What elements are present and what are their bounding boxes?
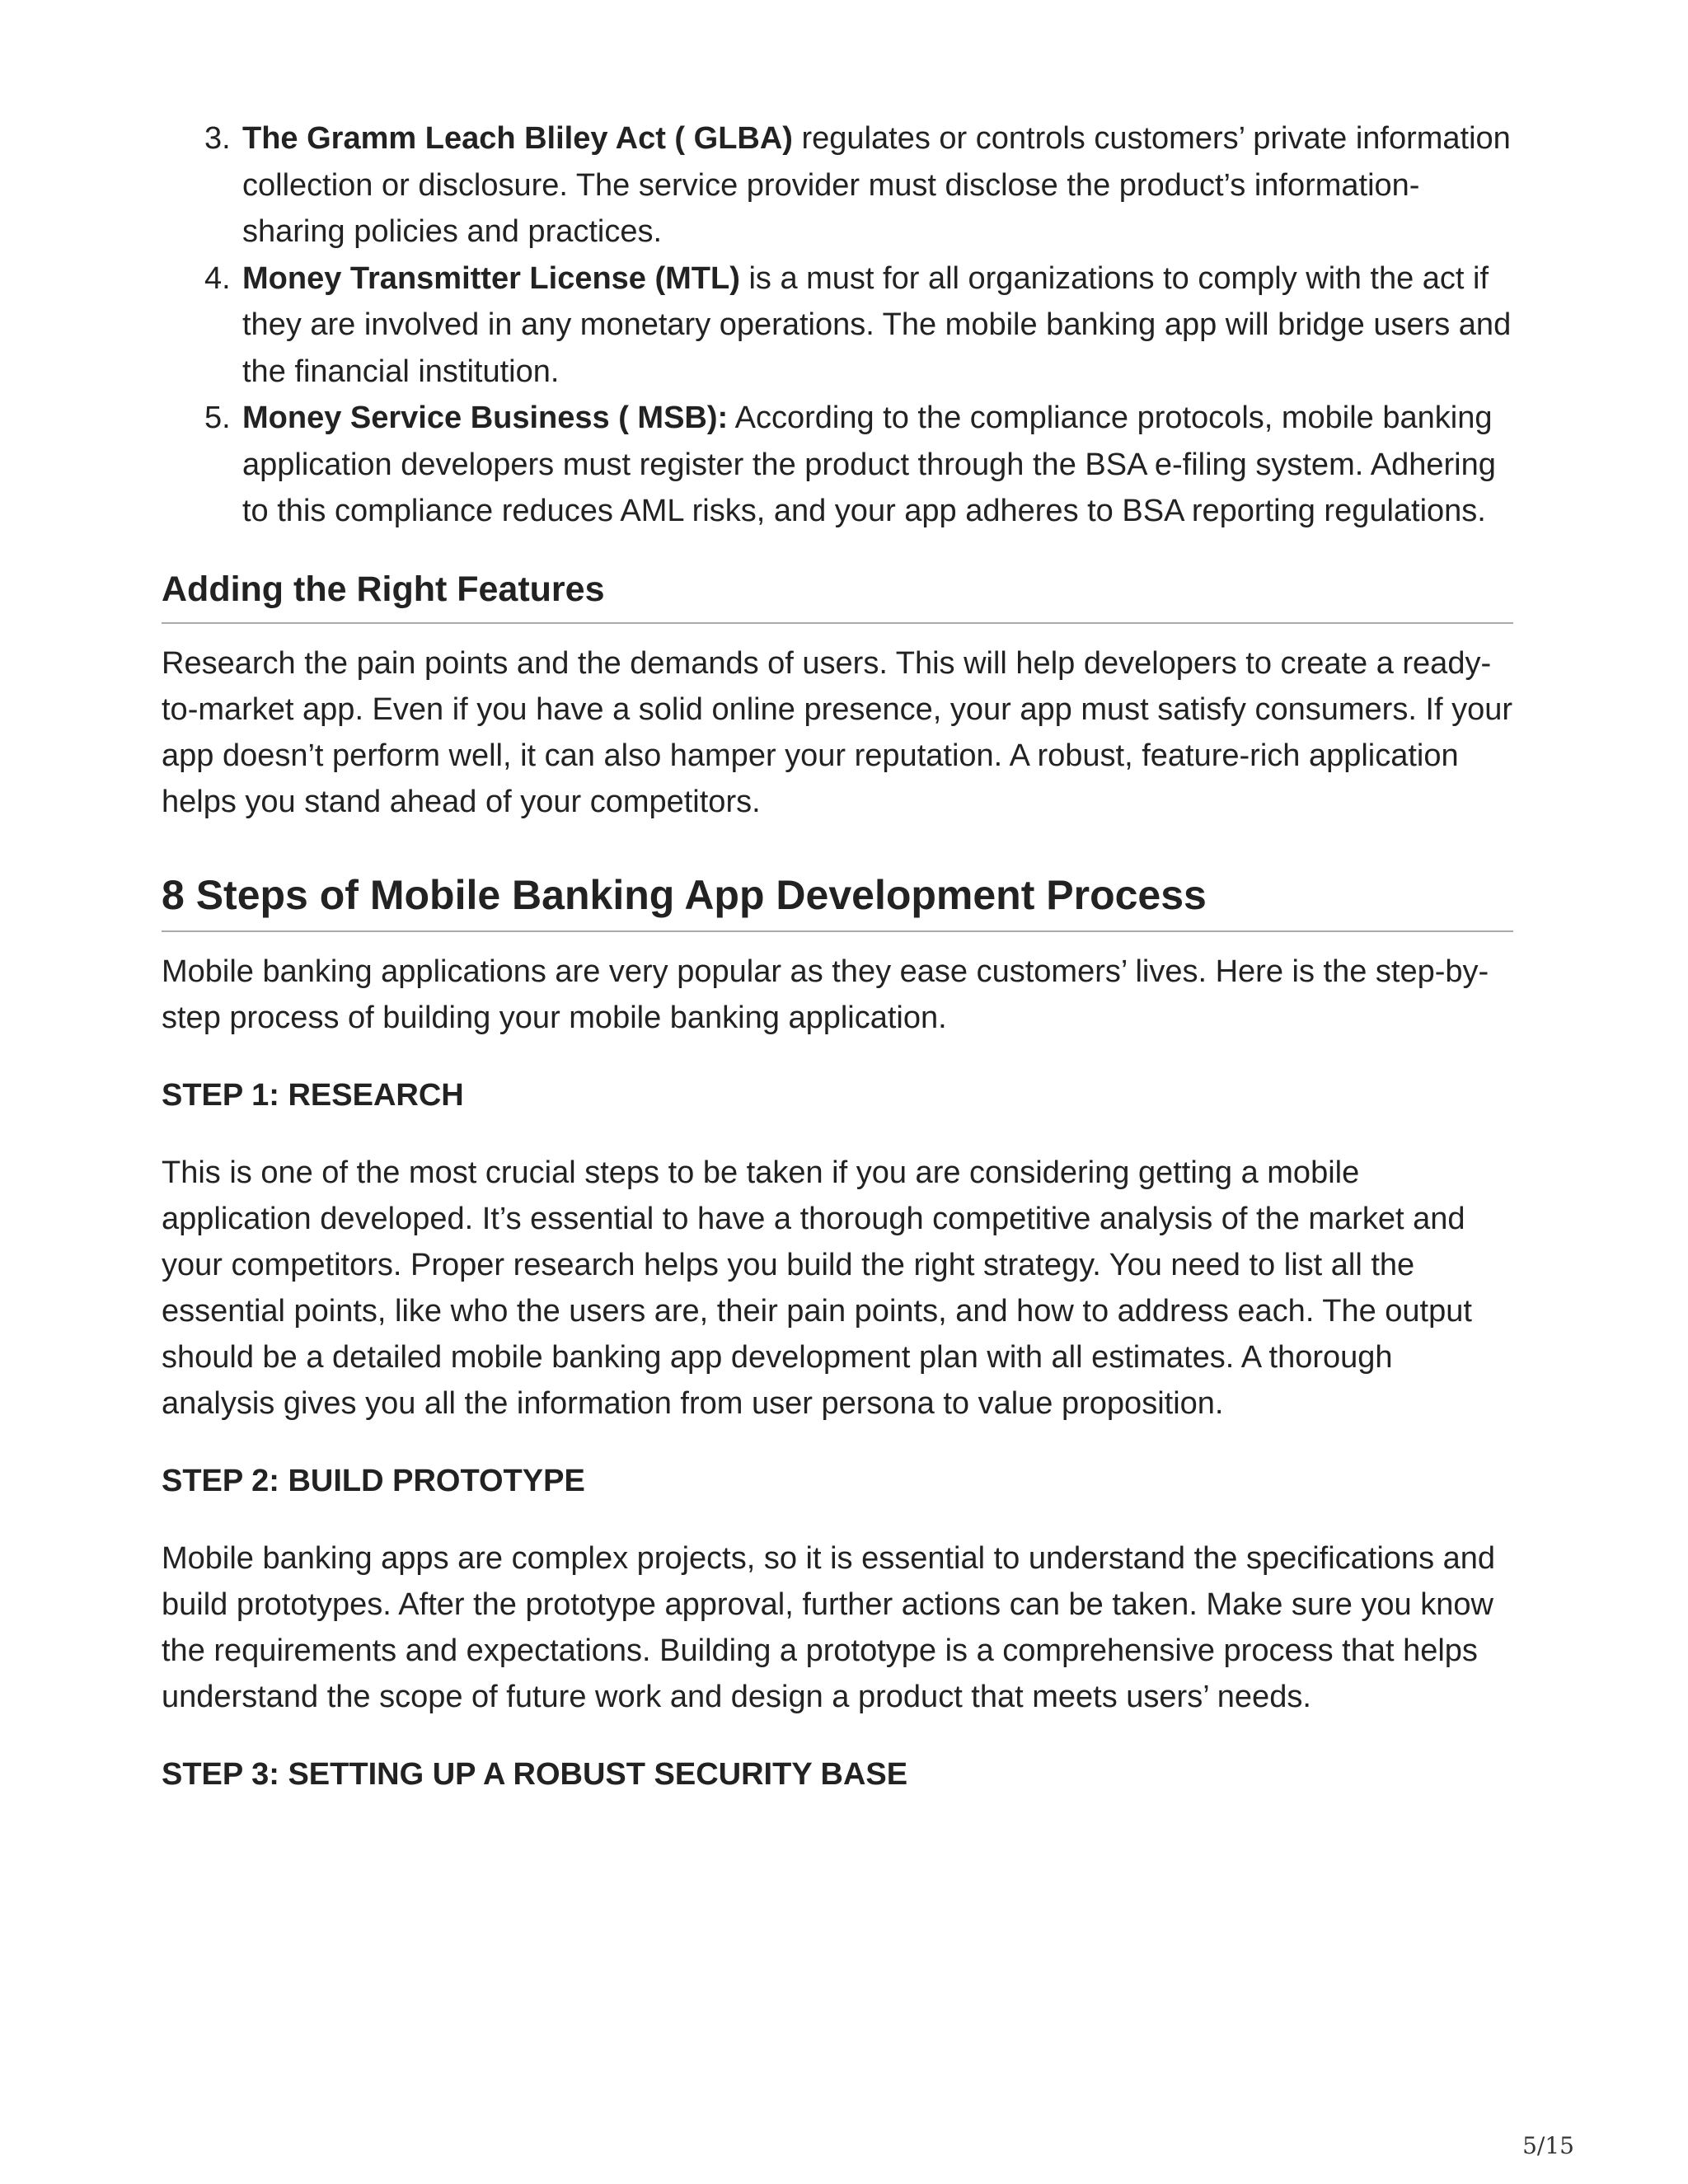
list-item-term: The Gramm Leach Bliley Act ( GLBA) bbox=[242, 121, 793, 156]
process-intro: Mobile banking applications are very popular as they ease customers’ lives. Here is the step-by-step process of building your mobile banking application. bbox=[162, 954, 1489, 1035]
list-item-text: regulates or controls customers’ private information collection or disclosure. The service provider must disclose the product’s information-sharing policies and practices. bbox=[242, 121, 1511, 249]
step-2-paragraph: Mobile banking apps are complex projects, so it is essential to understand the specifications and build prototypes. After the prototype approval, further actions can be taken. Make sure you know the requirements and expectations. Building a prototype is a comprehensive process that helps understand the scope of future work and design a product that meets users’ needs. bbox=[162, 1540, 1496, 1714]
list-item-text: is a must for all organizations to comply with the act if they are involved in any monetary operations. The mobile banking app will bridge users and the financial institution. bbox=[242, 260, 1512, 389]
features-paragraph: Research the pain points and the demands of users. This will help developers to create a ready-to-market app. Even if you have a solid online presence, your app must satisfy consumers. If your app doesn’t perform well, it can also hamper your reputation. A robust, feature-rich application helps you stand ahead of your competitors. bbox=[162, 645, 1513, 819]
features-divider bbox=[162, 622, 1513, 624]
features-heading: Adding the Right Features bbox=[162, 569, 605, 609]
list-item-term: Money Service Business ( MSB): bbox=[242, 401, 729, 435]
step-2-title: STEP 2: BUILD PROTOTYPE bbox=[162, 1463, 585, 1498]
step-1-title: STEP 1: RESEARCH bbox=[162, 1077, 464, 1113]
list-item-text: According to the compliance protocols, mobile banking application developers must register the product through the BSA e-filing system. Adhering to this compliance reduces AML risks, and your app adheres to BSA reporting regulations. bbox=[242, 401, 1496, 528]
list-item bbox=[162, 395, 1513, 535]
process-heading: 8 Steps of Mobile Banking App Development Process bbox=[162, 871, 1207, 918]
step-1-paragraph: This is one of the most crucial steps to be taken if you are considering getting a mobile application developed. It’s essential to have a thorough competitive analysis of the market and your competitors. Proper research helps you build the right strategy. You need to list all the essential points, like who the users are, their pain points, and how to address each. The output should be a detailed mobile banking app development plan with all estimates. A thorough analysis gives you all the information from user persona to value proposition. bbox=[162, 1155, 1472, 1421]
document-page bbox=[162, 115, 1513, 1797]
process-divider bbox=[162, 930, 1513, 932]
compliance-list bbox=[162, 115, 1513, 535]
list-item bbox=[162, 255, 1513, 396]
list-item-term: Money Transmitter License (MTL) bbox=[242, 260, 740, 296]
list-item-number: 3. bbox=[204, 121, 231, 156]
list-item-number: 5. bbox=[204, 401, 231, 435]
page-number: 5/15 bbox=[1522, 2132, 1574, 2159]
list-item bbox=[162, 115, 1513, 255]
step-3-title: STEP 3: SETTING UP A ROBUST SECURITY BASE bbox=[162, 1756, 908, 1792]
list-item-number: 4. bbox=[204, 260, 231, 296]
